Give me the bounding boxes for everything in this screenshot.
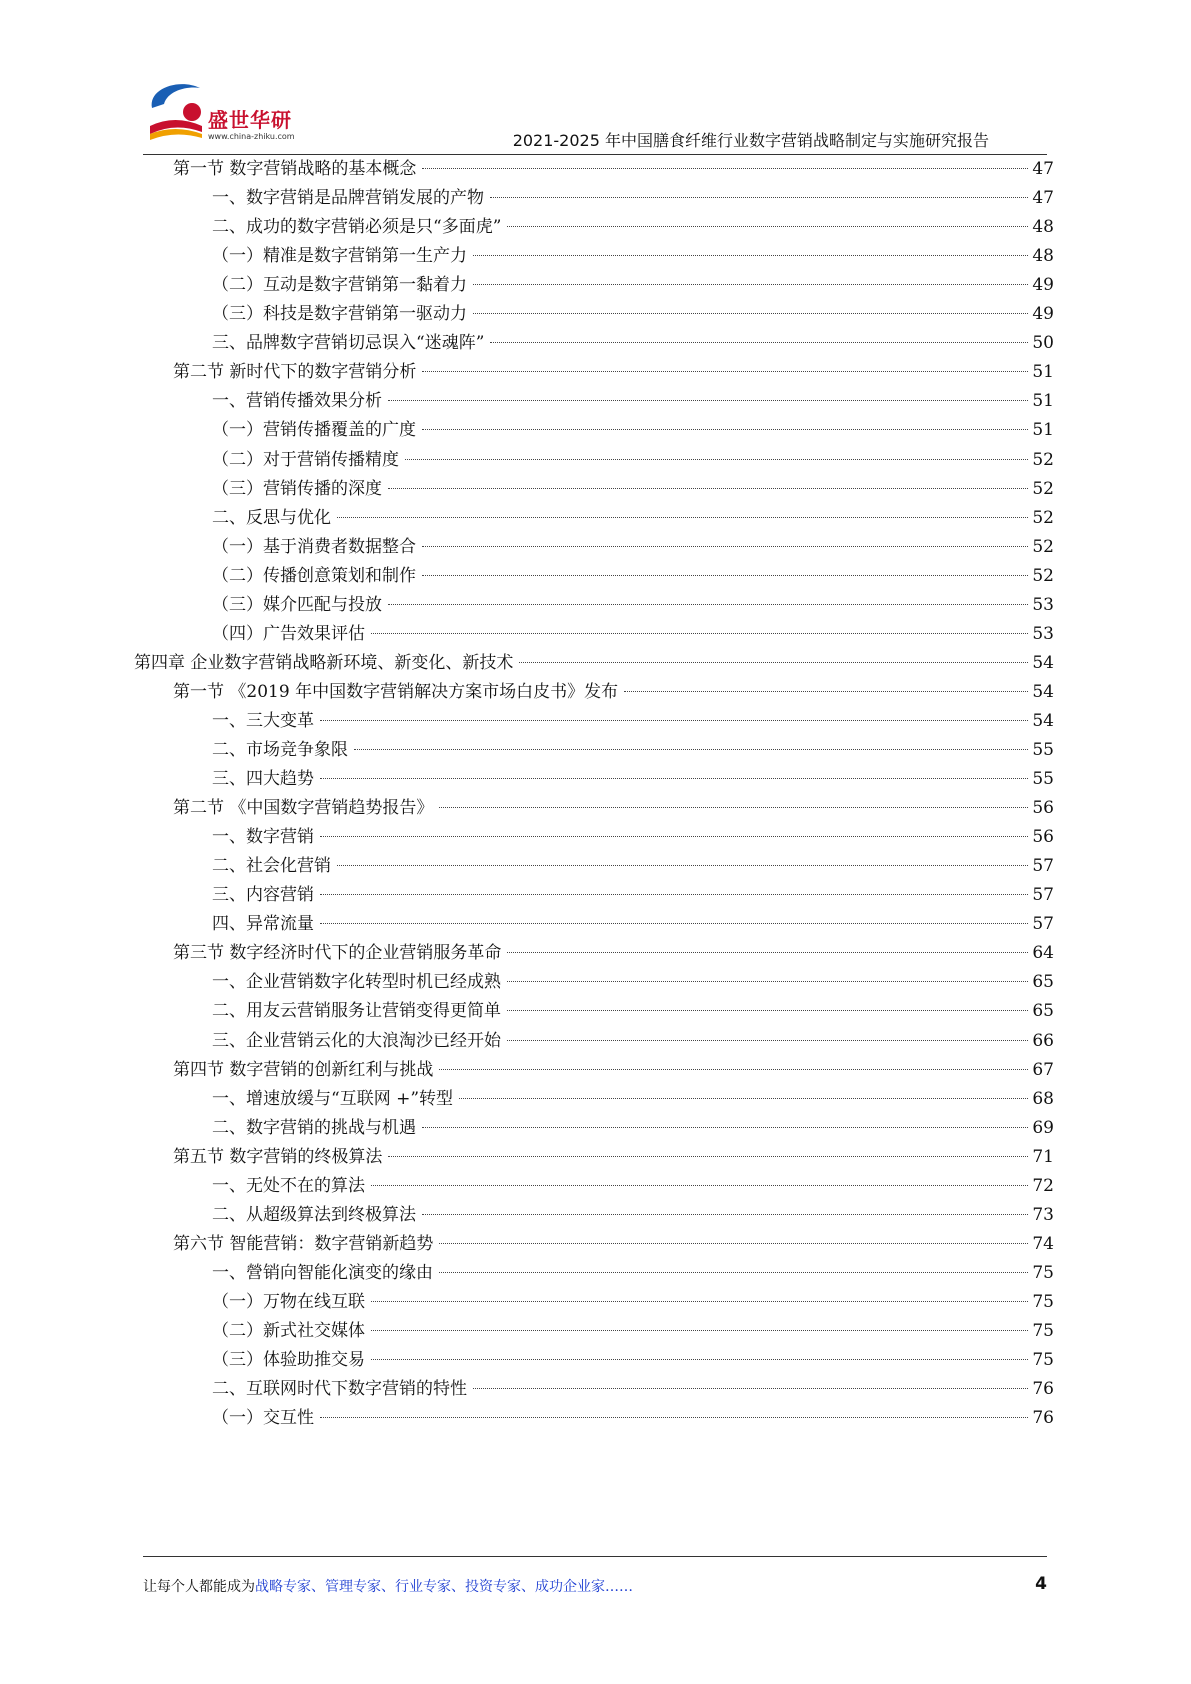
toc-entry[interactable] <box>173 938 1054 968</box>
toc-entry[interactable] <box>212 1287 1054 1317</box>
toc-entry[interactable] <box>212 1316 1054 1346</box>
toc-entry-label: 第一节 《2019 年中国数字营销解决方案市场白皮书》发布 <box>173 681 619 702</box>
toc-entry-label: （二）对于营销传播精度 <box>212 449 399 470</box>
toc-entry[interactable] <box>212 183 1054 213</box>
toc-dot-leader <box>320 894 1028 895</box>
toc-dot-leader <box>459 1098 1028 1099</box>
toc-dot-leader <box>422 371 1028 372</box>
toc-entry-page: 47 <box>1032 188 1054 209</box>
toc-entry-label: 一、营销传播效果分析 <box>212 391 382 412</box>
footer-divider <box>143 1556 1047 1557</box>
toc-entry-label: （一）交互性 <box>212 1408 314 1429</box>
toc-entry-page: 69 <box>1032 1117 1054 1138</box>
toc-entry-page: 51 <box>1032 420 1054 441</box>
toc-dot-leader <box>439 807 1028 808</box>
toc-entry-page: 75 <box>1032 1291 1054 1312</box>
toc-entry[interactable] <box>173 154 1054 184</box>
toc-dot-leader <box>439 1069 1028 1070</box>
toc-entry-label: （一）基于消费者数据整合 <box>212 536 416 557</box>
toc-entry-page: 53 <box>1032 594 1054 615</box>
toc-entry[interactable] <box>173 357 1054 387</box>
toc-entry[interactable] <box>173 1055 1054 1085</box>
toc-entry-page: 56 <box>1032 827 1054 848</box>
toc-entry-page: 55 <box>1032 740 1054 760</box>
toc-dot-leader <box>337 517 1028 518</box>
toc-entry-page: 49 <box>1032 275 1054 296</box>
toc-entry-label: （一）营销传播覆盖的广度 <box>212 420 416 441</box>
toc-dot-leader <box>422 575 1028 576</box>
toc-dot-leader <box>388 400 1028 401</box>
toc-dot-leader <box>473 255 1028 256</box>
toc-entry-label: 第二节 新时代下的数字营销分析 <box>173 362 417 383</box>
toc-entry[interactable] <box>212 415 1054 445</box>
toc-dot-leader <box>422 1127 1028 1128</box>
toc-entry-page: 57 <box>1032 856 1054 877</box>
toc-entry[interactable] <box>134 648 1054 678</box>
toc-entry[interactable] <box>212 1113 1054 1143</box>
toc-dot-leader <box>405 459 1028 460</box>
toc-entry-page: 52 <box>1032 536 1054 557</box>
toc-entry[interactable] <box>212 328 1054 358</box>
toc-entry-label: 一、数字营销 <box>212 827 314 848</box>
toc-entry[interactable] <box>212 532 1054 562</box>
toc-entry-page: 48 <box>1032 217 1054 238</box>
toc-entry[interactable] <box>212 445 1054 475</box>
toc-dot-leader <box>388 1156 1028 1157</box>
toc-dot-leader <box>507 226 1028 227</box>
toc-entry[interactable] <box>212 1258 1054 1288</box>
toc-entry[interactable] <box>212 967 1054 997</box>
toc-dot-leader <box>507 1040 1028 1041</box>
toc-entry-label: 一、三大变革 <box>212 710 314 731</box>
toc-dot-leader <box>422 1214 1028 1215</box>
toc-dot-leader <box>490 197 1028 198</box>
toc-entry-page: 55 <box>1032 769 1054 790</box>
toc-entry[interactable] <box>212 386 1054 416</box>
toc-dot-leader <box>473 1388 1028 1389</box>
toc-entry[interactable] <box>212 822 1054 852</box>
toc-entry[interactable] <box>212 619 1054 649</box>
toc-entry[interactable] <box>212 1403 1054 1433</box>
slogan-highlight: 战略专家、管理专家、行业专家、投资专家、成功企业家…… <box>255 1579 633 1595</box>
toc-entry-page: 51 <box>1032 362 1054 383</box>
toc-entry-label: 第二节 《中国数字营销趋势报告》 <box>173 798 434 819</box>
toc-entry[interactable] <box>173 1229 1054 1259</box>
toc-entry[interactable] <box>212 241 1054 271</box>
toc-entry-page: 52 <box>1032 478 1054 499</box>
toc-entry[interactable] <box>212 706 1054 736</box>
toc-entry[interactable] <box>212 909 1054 939</box>
toc-entry-page: 52 <box>1032 565 1054 586</box>
toc-entry[interactable] <box>212 1345 1054 1375</box>
toc-entry-label: 三、品牌数字营销切忌误入“迷魂阵” <box>212 333 485 354</box>
toc-entry-label: 第五节 数字营销的终极算法 <box>173 1146 383 1167</box>
toc-entry-page: 75 <box>1032 1321 1054 1341</box>
toc-entry-label: 一、数字营销是品牌营销发展的产物 <box>212 188 484 209</box>
toc-dot-leader <box>320 1417 1028 1418</box>
toc-dot-leader <box>422 429 1028 430</box>
toc-entry-page: 76 <box>1032 1379 1054 1400</box>
toc-entry-page: 48 <box>1032 246 1054 267</box>
toc-entry-label: 第三节 数字经济时代下的企业营销服务革命 <box>173 943 502 964</box>
toc-entry-page: 73 <box>1032 1204 1054 1225</box>
toc-entry-page: 65 <box>1032 972 1054 993</box>
toc-entry-page: 67 <box>1032 1059 1054 1080</box>
toc-entry[interactable] <box>212 1171 1054 1201</box>
toc-entry[interactable] <box>212 503 1054 533</box>
toc-dot-leader <box>371 1359 1028 1360</box>
toc-dot-leader <box>507 981 1028 982</box>
toc-dot-leader <box>519 662 1028 663</box>
toc-entry[interactable] <box>212 270 1054 300</box>
toc-entry-label: 一、營销向智能化演变的缘由 <box>212 1262 433 1283</box>
toc-dot-leader <box>371 1330 1028 1331</box>
toc-entry-page: 74 <box>1032 1233 1054 1254</box>
toc-entry-label: 一、增速放缓与“互联网 +”转型 <box>212 1088 454 1109</box>
toc-entry-label: 二、数字营销的挑战与机遇 <box>212 1117 416 1138</box>
toc-dot-leader <box>422 546 1028 547</box>
logo-url: www.china-zhiku.com <box>208 132 295 141</box>
toc-entry-label: （一）精准是数字营销第一生产力 <box>212 246 467 267</box>
toc-entry[interactable] <box>212 212 1054 242</box>
toc-entry-page: 56 <box>1032 798 1054 819</box>
toc-entry[interactable] <box>212 735 1054 765</box>
toc-entry-page: 72 <box>1032 1175 1054 1196</box>
toc-entry-page: 50 <box>1032 333 1054 354</box>
toc-entry-label: （四）广告效果评估 <box>212 623 365 644</box>
toc-entry[interactable] <box>212 299 1054 329</box>
toc-dot-leader <box>473 284 1028 285</box>
toc-dot-leader <box>320 778 1028 779</box>
toc-entry-page: 65 <box>1032 1001 1054 1022</box>
toc-entry[interactable] <box>212 1084 1054 1114</box>
toc-entry-label: 第六节 智能营销：数字营销新趋势 <box>173 1233 434 1254</box>
toc-dot-leader <box>422 168 1028 169</box>
toc-dot-leader <box>507 952 1028 953</box>
toc-entry-page: 54 <box>1032 681 1054 702</box>
toc-entry[interactable] <box>212 880 1054 910</box>
toc-entry-label: （二）互动是数字营销第一黏着力 <box>212 275 467 296</box>
toc-entry-page: 52 <box>1032 449 1054 470</box>
toc-dot-leader <box>473 313 1028 314</box>
toc-dot-leader <box>439 1272 1028 1273</box>
toc-dot-leader <box>320 923 1028 924</box>
toc-entry[interactable] <box>212 561 1054 591</box>
toc-entry-label: （二）新式社交媒体 <box>212 1321 365 1341</box>
toc-entry-label: 一、企业营销数字化转型时机已经成熟 <box>212 972 501 993</box>
toc-entry[interactable] <box>173 677 1054 707</box>
toc-entry-label: 二、市场竞争象限 <box>212 740 348 760</box>
toc-entry-page: 66 <box>1032 1030 1054 1051</box>
toc-entry-page: 75 <box>1032 1350 1054 1371</box>
toc-entry-label: 二、用友云营销服务让营销变得更简单 <box>212 1001 501 1022</box>
report-title: 2021-2025 年中国膳食纤维行业数字营销战略制定与实施研究报告 <box>512 131 989 150</box>
toc-entry-label: 二、互联网时代下数字营销的特性 <box>212 1379 467 1400</box>
toc-entry-label: 四、异常流量 <box>212 914 314 935</box>
toc-entry-page: 51 <box>1032 391 1054 412</box>
toc-dot-leader <box>507 1010 1028 1011</box>
toc-entry[interactable] <box>212 1026 1054 1056</box>
toc-dot-leader <box>320 836 1028 837</box>
toc-entry-label: 第四章 企业数字营销战略新环境、新变化、新技术 <box>134 652 514 673</box>
toc-entry-label: （三）体验助推交易 <box>212 1350 365 1371</box>
toc-entry-label: 第四节 数字营销的创新红利与挑战 <box>173 1059 434 1080</box>
toc-entry[interactable] <box>212 851 1054 881</box>
toc-dot-leader <box>439 1243 1028 1244</box>
toc-entry[interactable] <box>212 996 1054 1026</box>
toc-entry[interactable] <box>212 590 1054 620</box>
toc-entry-label: （三）科技是数字营销第一驱动力 <box>212 304 467 325</box>
page-number: 4 <box>1035 1574 1047 1594</box>
toc-dot-leader <box>371 633 1028 634</box>
toc-entry-label: 第一节 数字营销战略的基本概念 <box>173 159 417 179</box>
toc-entry-label: （二）传播创意策划和制作 <box>212 565 416 586</box>
toc-dot-leader <box>337 865 1028 866</box>
toc-entry-label: 二、成功的数字营销必须是只“多面虎” <box>212 217 502 238</box>
toc-dot-leader <box>354 749 1028 750</box>
toc-dot-leader <box>320 720 1028 721</box>
toc-entry-page: 52 <box>1032 507 1054 528</box>
toc-entry-page: 57 <box>1032 885 1054 906</box>
toc-entry-label: 一、无处不在的算法 <box>212 1175 365 1196</box>
toc-entry-page: 75 <box>1032 1262 1054 1283</box>
toc-entry-page: 54 <box>1032 652 1054 673</box>
toc-entry[interactable] <box>173 1142 1054 1172</box>
toc-dot-leader <box>624 691 1028 692</box>
toc-dot-leader <box>371 1301 1028 1302</box>
toc-entry-page: 47 <box>1032 159 1054 179</box>
toc-entry-page: 57 <box>1032 914 1054 935</box>
toc-entry-page: 49 <box>1032 304 1054 325</box>
toc-entry-label: 二、从超级算法到终极算法 <box>212 1204 416 1225</box>
toc-entry-page: 71 <box>1032 1146 1054 1167</box>
toc-entry-label: （三）媒介匹配与投放 <box>212 594 382 615</box>
toc-dot-leader <box>388 604 1028 605</box>
toc-entry[interactable] <box>212 1374 1054 1404</box>
toc-entry-page: 68 <box>1032 1088 1054 1109</box>
toc-entry-page: 76 <box>1032 1408 1054 1429</box>
slogan-prefix: 让每个人都能成为 <box>143 1579 255 1595</box>
footer-slogan <box>143 1576 633 1596</box>
toc-entry-label: （一）万物在线互联 <box>212 1291 365 1312</box>
toc-dot-leader <box>371 1185 1028 1186</box>
toc-entry-page: 64 <box>1032 943 1054 964</box>
toc-entry-label: （三）营销传播的深度 <box>212 478 382 499</box>
toc-entry-page: 53 <box>1032 623 1054 644</box>
toc-dot-leader <box>388 488 1028 489</box>
page-header <box>0 0 1191 160</box>
toc-entry-label: 三、企业营销云化的大浪淘沙已经开始 <box>212 1030 501 1051</box>
toc-entry-label: 三、四大趋势 <box>212 769 314 790</box>
toc-entry[interactable] <box>212 1200 1054 1230</box>
toc-entry-page: 54 <box>1032 710 1054 731</box>
toc-entry-label: 三、内容营销 <box>212 885 314 906</box>
toc-entry[interactable] <box>173 793 1054 823</box>
logo-text: 盛世华研 <box>208 108 292 132</box>
toc-entry-label: 二、反思与优化 <box>212 507 331 528</box>
toc-entry[interactable] <box>212 764 1054 794</box>
toc-entry-label: 二、社会化营销 <box>212 856 331 877</box>
toc-entry[interactable] <box>212 474 1054 504</box>
toc-dot-leader <box>490 342 1028 343</box>
